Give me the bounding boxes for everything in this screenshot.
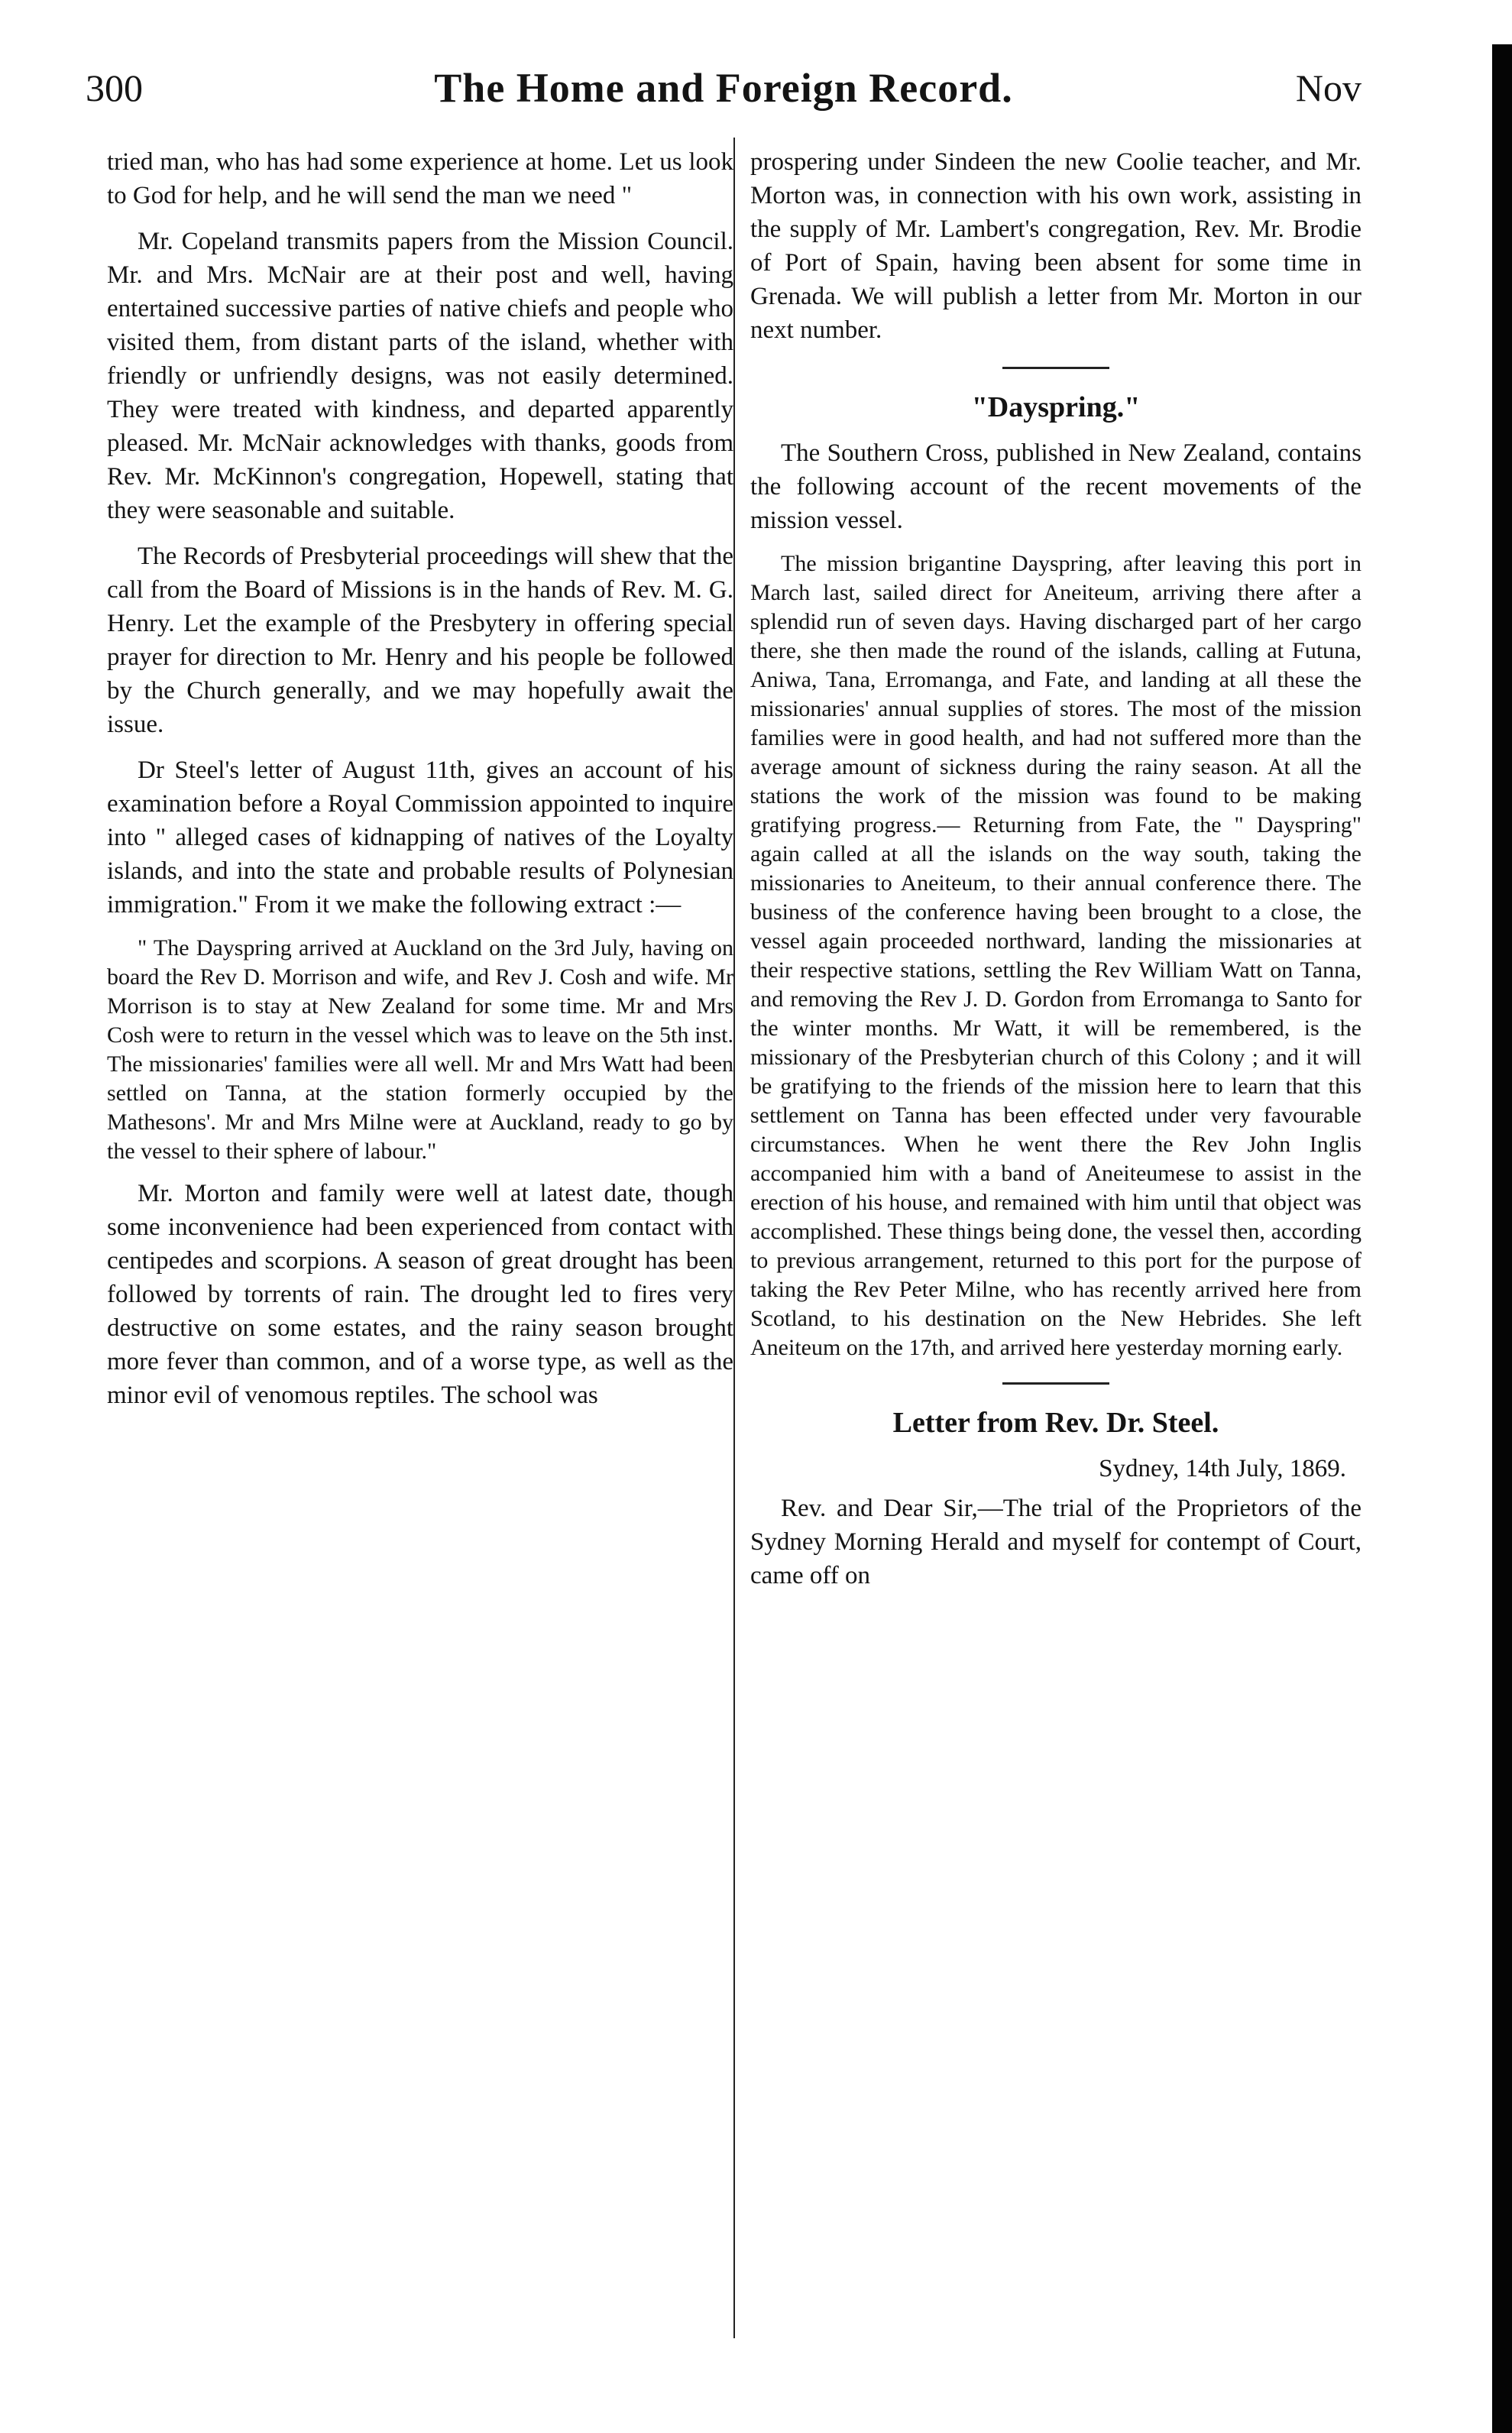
page-header xyxy=(86,53,1361,122)
paragraph: prospering under Sindeen the new Coolie teacher, and Mr. Morton was, in connection with his own work, assisting in the supply of Mr. Lambert's congregation, Rev. Mr. Brodie of Port of Spain, having been absent for some time in Grenada. We will publish a letter from Mr. Morton in our next number. xyxy=(750,148,1361,344)
quoted-extract: " The Dayspring arrived at Auckland on the 3rd July, having on board the Rev D. Morrison and wife, and Rev J. Cosh and wife. Mr Morrison is to stay at New Zealand for some time. Mr and Mrs Cosh were to return in the vessel which was to leave on the 5th inst. The missionaries' families were all well. Mr and Mrs Watt had been settled on Tanna, at the station formerly occupied by the Mathesons'. Mr and Mrs Milne were at Auckland, ready to go by the vessel to their sphere of labour." xyxy=(107,935,733,1164)
section-rule xyxy=(1002,1382,1109,1385)
dayspring-heading: "Dayspring." xyxy=(971,391,1141,423)
column-divider xyxy=(733,138,735,2338)
left-column xyxy=(107,145,733,1424)
journal-title: The Home and Foreign Record. xyxy=(434,65,1013,111)
paragraph: tried man, who has had some experience at home. Let us look to God for help, and he will send the man we need " xyxy=(107,148,733,209)
paragraph: The mission brigantine Dayspring, after leaving this port in March last, sailed direct for Aneiteum, arriving there after a splendid run of seven days. Having discharged part of her cargo there, she then made the round of the islands, calling at Futuna, Aniwa, Tana, Erromanga, and Fate, and landing at all these the missionaries' annual supplies of stores. The most of the mission families were in good health, and had not suffered more than the average amount of sickness during the rainy season. At all the stations the work of the mission was found to be making gratifying progress.— Returning from Fate, the " Dayspring" again called at all the islands on the way south, taking the missionaries to Aneiteum, to their annual conference there. The business of the conference having been brought to a close, the vessel again proceeded northward, landing the missionaries at their respective stations, settling the Rev William Watt on Tanna, and removing the Rev J. D. Gordon from Erromanga to Santo for the winter months. Mr Watt, it will be remembered, is the missionary of the Presbyterian church of this Colony ; and it will be gratifying to the friends of the mission here to learn that this settlement on Tanna has been effected under very favourable circumstances. When he went there the Rev John Inglis accompanied him with a band of Aneiteumese to assist in the erection of his house, and remained with him until that object was accomplished. These things being done, the vessel then, according to previous arrangement, returned to this port for the purpose of taking the Rev Peter Milne, who has recently arrived here from Scotland, to his destination on the New Hebrides. She left Aneiteum on the 17th, and arrived here yesterday morning early. xyxy=(750,551,1361,1360)
section-rule xyxy=(1002,367,1109,369)
paragraph: Mr. Copeland transmits papers from the Mission Council. Mr. and Mrs. McNair are at their post and well, having entertained successive parties of native chiefs and people who visited them, from distant parts of the island, whether with friendly or unfriendly designs, was not easily determined. They were treated with kindness, and departed apparently pleased. Mr. McNair acknowledges with thanks, goods from Rev. Mr. McKinnon's congregation, Hopewell, stating that they were seasonable and suitable. xyxy=(107,228,733,524)
paragraph: Dr Steel's letter of August 11th, gives an account of his examination before a Royal Commission appointed to inquire into " alleged cases of kidnapping of natives of the Loyalty islands, and into the state and probable results of Polynesian immigration." From it we make the following extract :— xyxy=(107,756,733,918)
paragraph: The Records of Presbyterial proceedings will shew that the call from the Board of Missions is in the hands of Rev. M. G. Henry. Let the example of the Presbytery in offering special prayer for direction to Mr. Henry and his people be followed by the Church generally, and we may hopefully await the issue. xyxy=(107,543,733,738)
page-edge-bar xyxy=(1492,44,1512,2433)
letter-dateline: Sydney, 14th July, 1869. xyxy=(1099,1455,1346,1482)
letter-heading: Letter from Rev. Dr. Steel. xyxy=(892,1407,1219,1439)
paragraph: The Southern Cross, published in New Zealand, contains the following account of the recent movements of the mission vessel. xyxy=(750,439,1361,534)
paragraph: Mr. Morton and family were well at latest date, though some inconvenience had been experienced from contact with centipedes and scorpions. A season of great drought has been followed by torrents of rain. The drought led to fires very destructive on some estates, and the rainy season brought more fever than common, and of a worse type, as well as the minor evil of venomous reptiles. The school was xyxy=(107,1180,733,1409)
paragraph: Rev. and Dear Sir,—The trial of the Proprietors of the Sydney Morning Herald and myself for contempt of Court, came off on xyxy=(750,1495,1361,1589)
page-number: 300 xyxy=(86,66,143,109)
issue-month: Nov xyxy=(1295,66,1361,109)
right-column xyxy=(750,145,1361,1605)
